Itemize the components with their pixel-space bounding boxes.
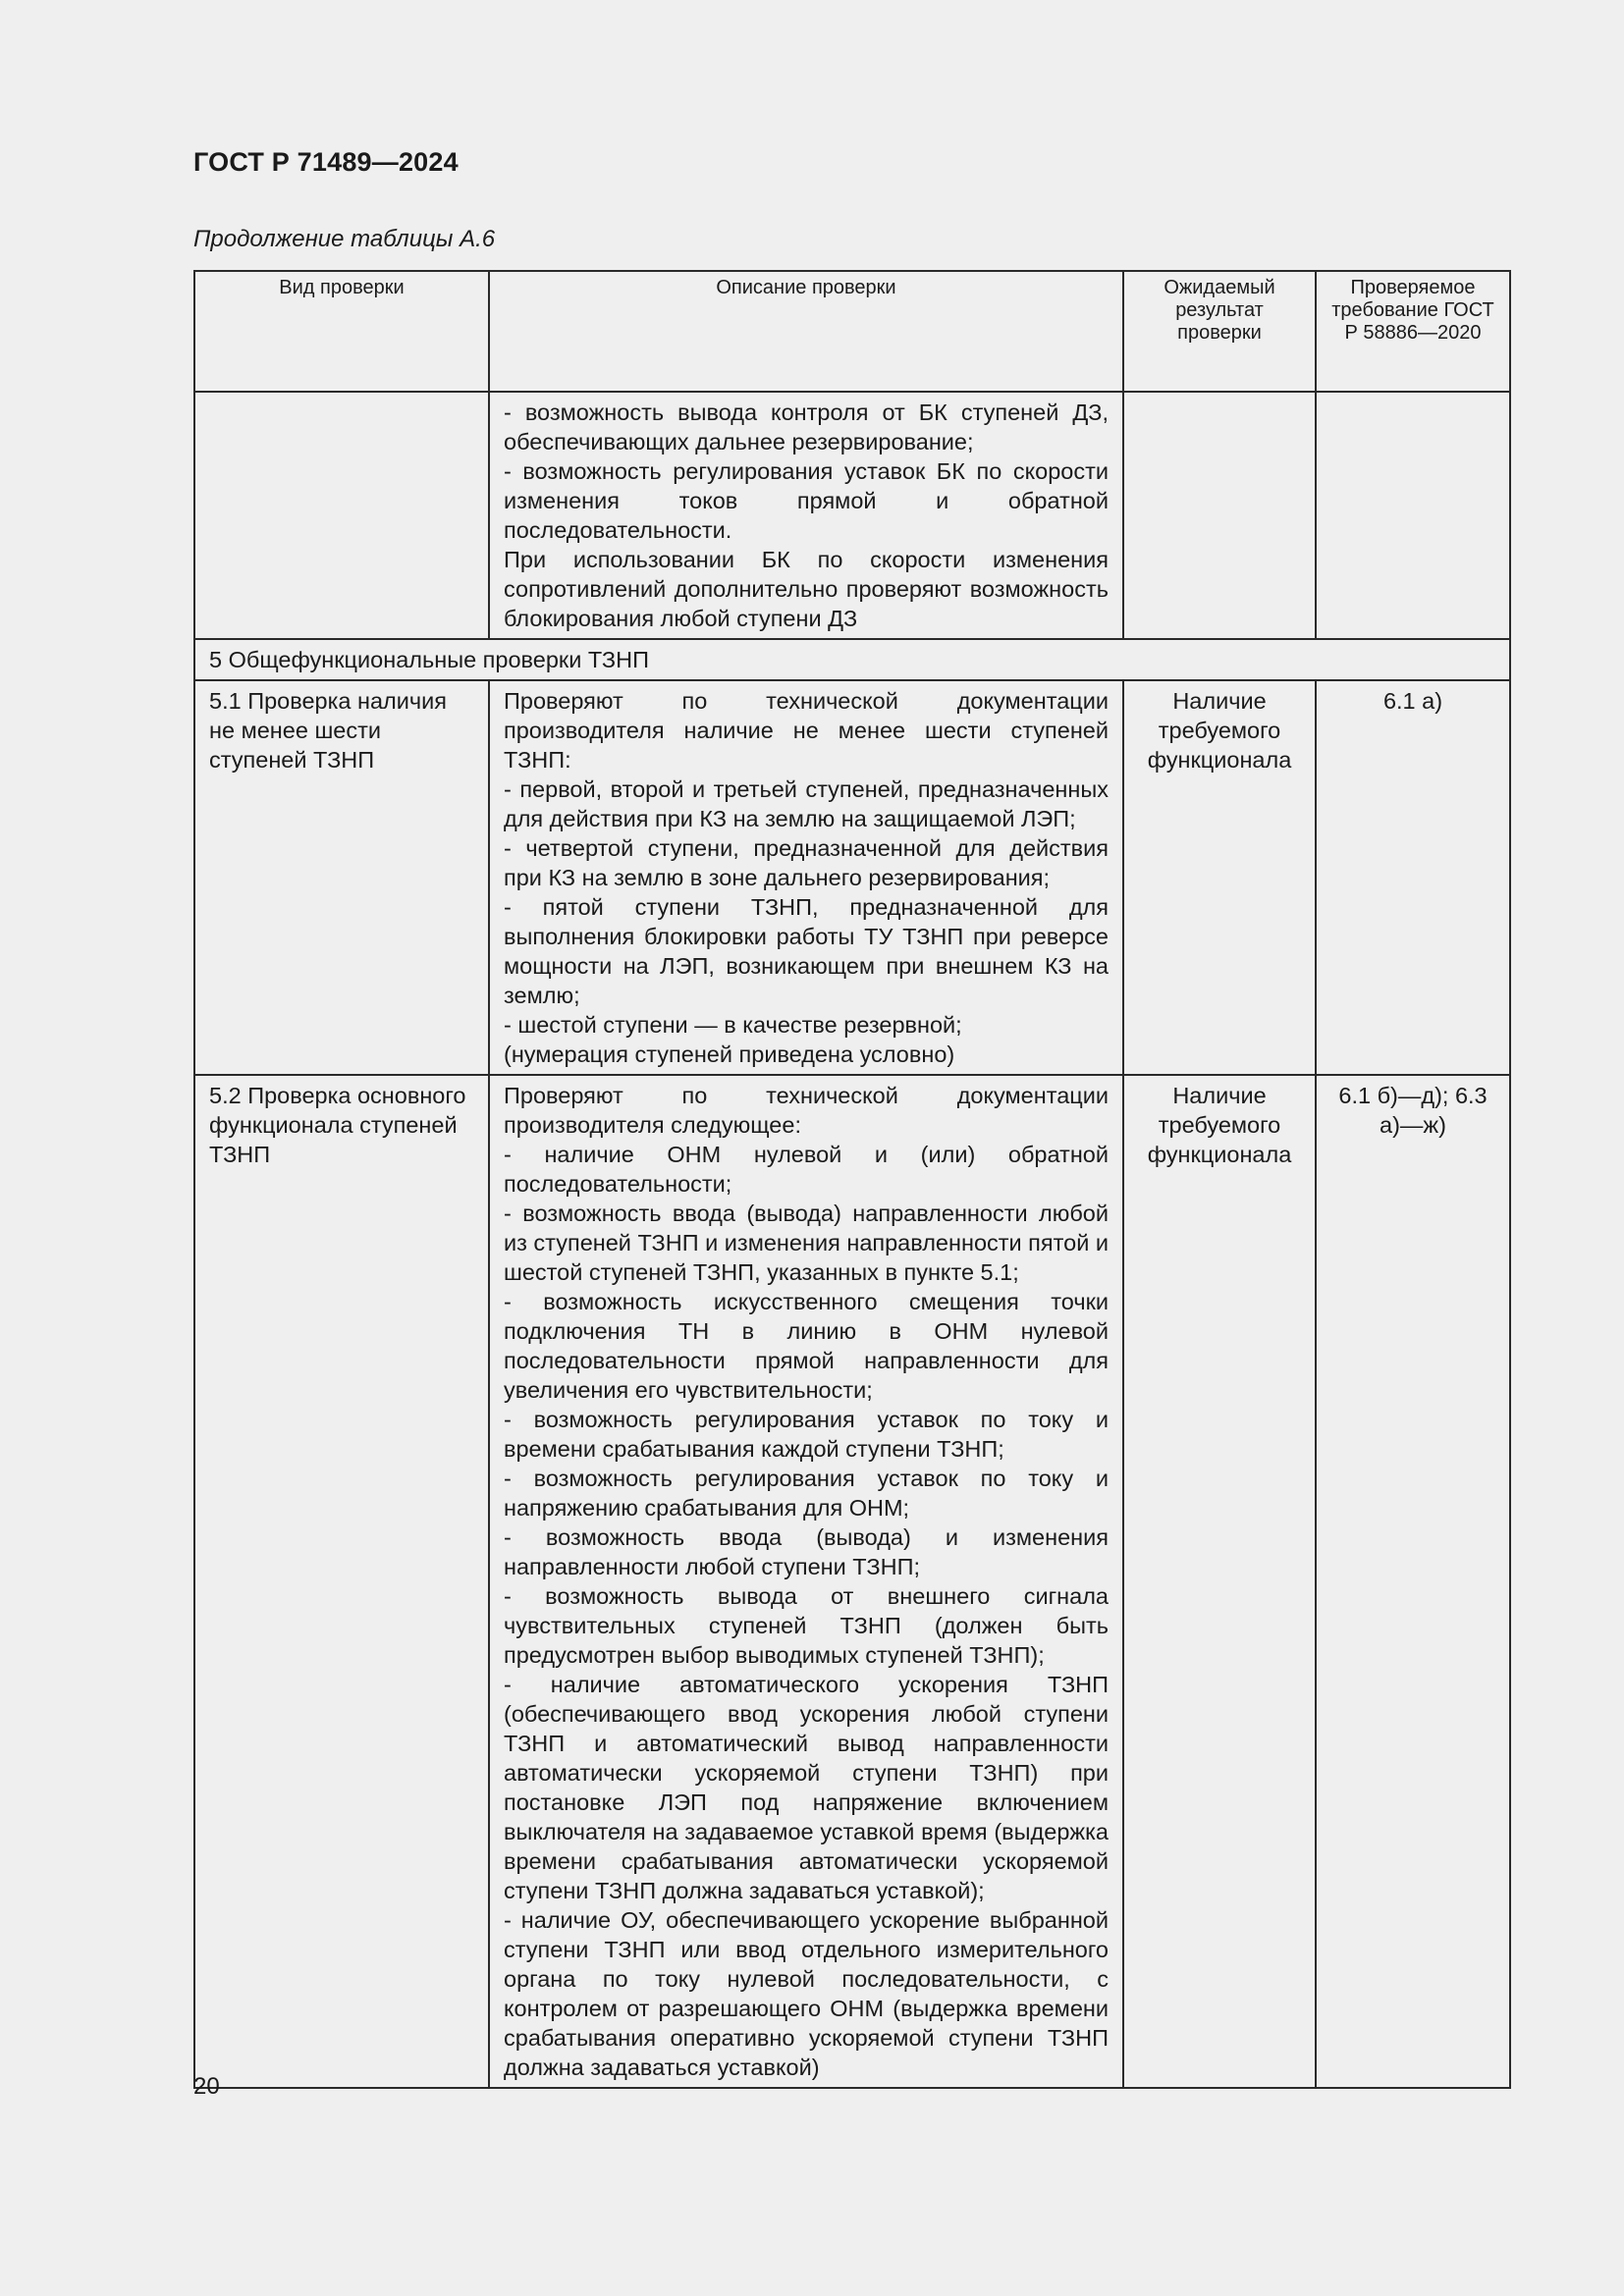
column-header-check-type: Вид проверки [194, 271, 489, 392]
check-type-cell: 5.1 Проверка наличия не менее шести ступеней ТЗНП [194, 680, 489, 1075]
requirement-cell: 6.1 а) [1316, 680, 1510, 1075]
column-header-expected-result: Ожидаемый результат проверки [1123, 271, 1316, 392]
description-line: - возможность вывода контроля от БК ступеней ДЗ, обеспечивающих дальнее резервирование; [504, 400, 1109, 454]
table-row [194, 680, 1510, 1075]
description-line: - пятой ступени ТЗНП, предназначенной для выполнения блокировки работы ТУ ТЗНП при реверсе мощности на ЛЭП, возникающем при внешнем КЗ на землю; [504, 894, 1109, 1008]
expected-result-cell: Наличие требуемого функционала [1123, 680, 1316, 1075]
description-line: - шестой ступени — в качестве резервной; [504, 1012, 962, 1038]
section-title: 5 Общефункциональные проверки ТЗНП [194, 639, 1510, 680]
table-row-continuation [194, 392, 1510, 639]
description-line: - первой, второй и третьей ступеней, предназначенных для действия при КЗ на землю на защищаемой ЛЭП; [504, 776, 1109, 831]
column-header-requirement: Проверяемое требование ГОСТ Р 58886—2020 [1316, 271, 1510, 392]
description-line: - наличие ОУ, обеспечивающего ускорение выбранной ступени ТЗНП или ввод отдельного измерительного органа по току нулевой последовательности, с контролем от разрешающего ОНМ (выдержка времени срабатывания оперативно ускоряемой ступени ТЗНП должна задаваться уставкой) [504, 1907, 1109, 2080]
description-cell [489, 392, 1123, 639]
description-line: - наличие ОНМ нулевой и (или) обратной последовательности; [504, 1142, 1109, 1197]
document-header: ГОСТ Р 71489—2024 [193, 147, 459, 177]
description-line: - наличие автоматического ускорения ТЗНП (обеспечивающего ввод ускорения любой ступени ТЗНП и автоматический вывод направленности автоматически ускоряемой ступени ТЗНП) при постановке ЛЭП под напряжение включением выключателя на задаваемое уставкой время (выдержка времени срабатывания автоматически ускоряемой ступени ТЗНП должна задаваться уставкой); [504, 1672, 1109, 1903]
section-row [194, 639, 1510, 680]
check-type-cell: 5.2 Проверка основного функционала ступеней ТЗНП [194, 1075, 489, 2088]
description-line: - возможность ввода (вывода) направленности любой из ступеней ТЗНП и изменения направленности пятой и шестой ступеней ТЗНП, указанных в пункте 5.1; [504, 1201, 1109, 1285]
description-cell [489, 1075, 1123, 2088]
description-line: - четвертой ступени, предназначенной для действия при КЗ на землю в зоне дальнего резервирования; [504, 835, 1109, 890]
description-line: (нумерация ступеней приведена условно) [504, 1041, 955, 1067]
description-cell [489, 680, 1123, 1075]
description-line: Проверяют по технической документации производителя наличие не менее шести ступеней ТЗНП: [504, 688, 1109, 773]
requirement-cell [1316, 392, 1510, 639]
table-row [194, 1075, 1510, 2088]
check-type-cell [194, 392, 489, 639]
column-header-description: Описание проверки [489, 271, 1123, 392]
description-line: - возможность регулирования уставок по току и напряжению срабатывания для ОНМ; [504, 1466, 1109, 1521]
expected-result-cell [1123, 392, 1316, 639]
description-line: Проверяют по технической документации производителя следующее: [504, 1083, 1109, 1138]
requirements-table [193, 270, 1511, 2089]
page-number: 20 [193, 2073, 220, 2100]
table-caption: Продолжение таблицы А.6 [193, 226, 496, 252]
description-line: - возможность регулирования уставок по току и времени срабатывания каждой ступени ТЗНП; [504, 1407, 1109, 1462]
description-line: - возможность вывода от внешнего сигнала чувствительных ступеней ТЗНП (должен быть предусмотрен выбор выводимых ступеней ТЗНП); [504, 1583, 1109, 1668]
description-line: - возможность ввода (вывода) и изменения направленности любой ступени ТЗНП; [504, 1524, 1109, 1579]
expected-result-cell: Наличие требуемого функционала [1123, 1075, 1316, 2088]
description-line: - возможность искусственного смещения точки подключения ТН в линию в ОНМ нулевой последовательности прямой направленности для увеличения его чувствительности; [504, 1289, 1109, 1403]
description-line: При использовании БК по скорости изменения сопротивлений дополнительно проверяют возможность блокирования любой ступени ДЗ [504, 547, 1109, 631]
description-line: - возможность регулирования уставок БК по скорости изменения токов прямой и обратной последовательности. [504, 458, 1109, 543]
requirement-cell: 6.1 б)—д); 6.3 а)—ж) [1316, 1075, 1510, 2088]
table-header-row [194, 271, 1510, 392]
